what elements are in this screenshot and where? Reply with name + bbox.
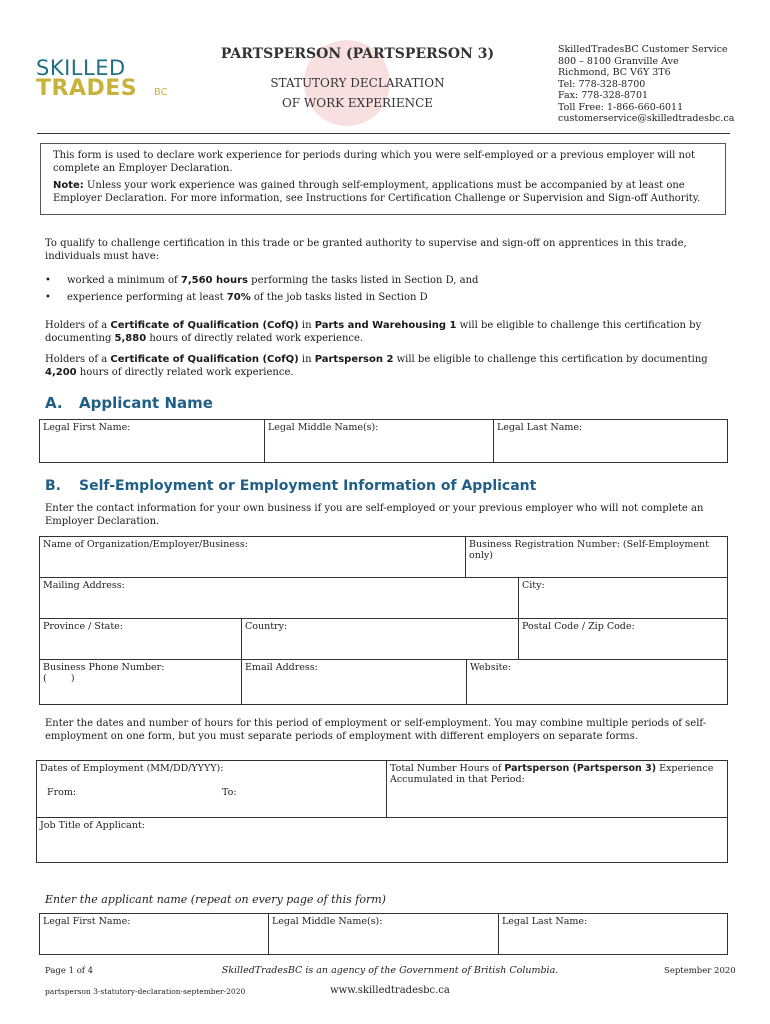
text: hours of directly related work experience. <box>76 366 294 378</box>
bullet-icon: • <box>45 275 51 286</box>
field-label: Business Phone Number: <box>43 662 165 673</box>
contact-line: 800 – 8100 Granville Ave <box>558 55 679 67</box>
website-field[interactable] <box>466 659 728 705</box>
form-filename: partsperson 3-statutory-declaration-september-2020 <box>45 987 246 996</box>
field-label: Legal Last Name: <box>497 422 583 433</box>
contact-block <box>558 44 758 125</box>
bullet-text: of the job tasks listed in Section D <box>250 292 428 303</box>
contact-line: SkilledTradesBC Customer Service <box>558 44 728 55</box>
logo-line1: SKILLED <box>36 56 126 80</box>
repeat-middle-name-field[interactable] <box>268 913 499 955</box>
text: Holders of a <box>45 354 111 365</box>
info-text: This form is used to declare work experience for periods during which you were self-employed or a previous employer will not complete an Employer Declaration. <box>53 150 695 174</box>
section-letter: A. <box>45 394 63 412</box>
cert-name: Certificate of Qualification (CofQ) <box>110 354 299 365</box>
contact-line: Tel: 778-328-8700 <box>558 78 646 90</box>
form-subtitle-2: OF WORK EXPERIENCE <box>281 96 434 110</box>
text: Holders of a <box>45 320 111 331</box>
field-label: Job Title of Applicant: <box>40 820 145 831</box>
trade-name: Parts and Warehousing 1 <box>314 320 457 331</box>
trade-name: Partsperson (Partsperson 3) <box>504 763 657 774</box>
info-box <box>40 143 726 215</box>
field-label: Experience Accumulated in that Period: <box>390 763 714 785</box>
country-field[interactable] <box>241 618 519 660</box>
bullet-text: performing the tasks listed in Section D, and <box>247 275 479 286</box>
business-phone-field[interactable] <box>39 659 242 705</box>
job-title-field[interactable] <box>36 817 728 863</box>
section-b-instruction: Enter the contact information for your own business if you are self-employed or your previous employer who will not complete an Employer Declaration. <box>45 503 704 527</box>
legal-first-name-field[interactable] <box>39 419 265 463</box>
bullet-icon: • <box>45 292 51 303</box>
section-title: Applicant Name <box>79 394 213 412</box>
field-label: Legal Middle Name(s): <box>268 422 379 433</box>
info-note <box>53 180 713 205</box>
text: in <box>298 354 315 365</box>
page-number: Page 1 of 4 <box>45 966 94 976</box>
contact-line: Richmond, BC V6Y 3T6 <box>558 67 671 78</box>
field-label: Mailing Address: <box>43 580 125 591</box>
header-divider <box>37 133 730 134</box>
section-a-heading <box>45 394 213 412</box>
contact-email[interactable]: customerservice@skilledtradesbc.ca <box>558 113 735 124</box>
repeat-last-name-field[interactable] <box>498 913 728 955</box>
logo-suffix: BC <box>154 87 168 98</box>
city-field[interactable] <box>518 577 728 619</box>
section-title: Self-Employment or Employment Information of Applicant <box>79 478 537 494</box>
section-letter: B. <box>45 478 61 494</box>
form-title: PARTSPERSON (PARTSPERSON 3) <box>220 46 495 62</box>
legal-middle-name-field[interactable] <box>264 419 494 463</box>
field-label: Website: <box>470 662 512 673</box>
hours-value: 5,880 <box>114 332 147 344</box>
logo-line2: TRADES <box>36 76 138 101</box>
required-percent: 70% <box>226 292 251 303</box>
form-date: September 2020 <box>664 966 736 976</box>
repeat-name-note: Enter the applicant name (repeat on every page of this form) <box>45 893 386 906</box>
trade-name: Partsperson 2 <box>314 354 394 365</box>
field-label: Country: <box>245 621 288 632</box>
section-b-heading <box>45 478 536 494</box>
contact-line: Toll Free: 1-866-660-6011 <box>558 101 684 113</box>
field-label: Legal Middle Name(s): <box>272 916 383 927</box>
note-label: Note: <box>53 180 84 191</box>
total-hours-field[interactable] <box>386 760 728 818</box>
holders-paragraph-2 <box>45 354 725 379</box>
field-label: Legal First Name: <box>43 422 131 433</box>
field-label: Email Address: <box>245 662 318 673</box>
phone-format: ( ) <box>43 673 75 684</box>
holders-paragraph-1 <box>45 320 725 345</box>
field-label: Legal First Name: <box>43 916 131 927</box>
text: hours of directly related work experience. <box>146 332 364 344</box>
to-date-label: To: <box>222 787 237 798</box>
dates-instruction: Enter the dates and number of hours for this period of employment or self-employment. You may combine multiple periods of self-employment on one form, but you must separate periods of employment with different employers on separate forms. <box>45 718 707 742</box>
from-date-label: From: <box>47 787 77 798</box>
field-label: Postal Code / Zip Code: <box>522 621 635 632</box>
field-label: City: <box>522 580 545 591</box>
field-label: Dates of Employment (MM/DD/YYYY): <box>40 763 224 774</box>
bullet-text: worked a minimum of <box>67 275 181 286</box>
province-state-field[interactable] <box>39 618 242 660</box>
postal-code-field[interactable] <box>518 618 728 660</box>
website-link[interactable]: www.skilledtradesbc.ca <box>330 985 450 996</box>
bullet-text: experience performing at least <box>67 292 227 303</box>
repeat-first-name-field[interactable] <box>39 913 269 955</box>
dates-of-employment-field[interactable] <box>36 760 387 818</box>
required-hours: 7,560 hours <box>180 275 248 286</box>
contact-line: Fax: 778-328-8701 <box>558 90 649 101</box>
organization-name-field[interactable] <box>39 536 466 578</box>
field-label: Province / State: <box>43 621 123 632</box>
email-address-field[interactable] <box>241 659 467 705</box>
cert-name: Certificate of Qualification (CofQ) <box>110 320 299 331</box>
skilledtradesbc-logo <box>36 58 186 108</box>
field-label: Legal Last Name: <box>502 916 588 927</box>
text: will be eligible to challenge this certification by documenting <box>393 354 708 365</box>
field-label: Total Number Hours of <box>390 763 505 774</box>
qualify-paragraph: To qualify to challenge certification in this trade or be granted authority to supervise and sign-off on apprentices in this trade, individuals must have: <box>45 238 687 262</box>
hours-value: 4,200 <box>45 366 77 378</box>
text: will be eligible to challenge this certification by documenting <box>45 320 702 344</box>
text: in <box>298 320 315 331</box>
business-registration-field[interactable] <box>465 536 728 578</box>
form-subtitle-1: STATUTORY DECLARATION <box>270 76 445 90</box>
agency-statement: SkilledTradesBC is an agency of the Government of British Columbia. <box>221 965 559 976</box>
mailing-address-field[interactable] <box>39 577 519 619</box>
field-label: Name of Organization/Employer/Business: <box>43 539 248 550</box>
field-label: Business Registration Number: (Self-Employment only) <box>469 539 709 561</box>
note-text: Unless your work experience was gained through self-employment, applications must be accompanied by at least one Employer Declaration. For more information, see Instructions for Certification Challenge or Supervision and Sign-off Authority. <box>53 180 701 204</box>
legal-last-name-field[interactable] <box>493 419 728 463</box>
